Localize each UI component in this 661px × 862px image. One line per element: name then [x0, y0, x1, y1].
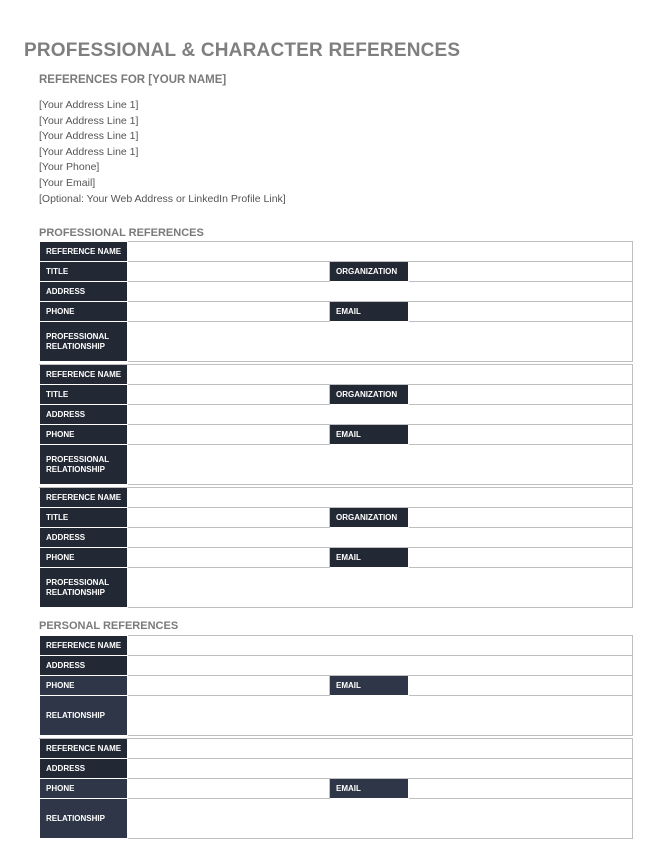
- address-field[interactable]: [128, 282, 633, 302]
- personal-ref-2-relationship-row: [40, 799, 633, 839]
- reference-name-field[interactable]: [128, 365, 633, 385]
- personal-ref-1-name-row: [40, 636, 633, 656]
- phone-label: PHONE: [40, 779, 128, 799]
- relationship-label: RELATIONSHIP: [40, 696, 128, 736]
- professional-ref-3-title-row: [40, 508, 633, 528]
- email-field[interactable]: [409, 676, 633, 696]
- organization-field[interactable]: [409, 262, 633, 282]
- organization-label: ORGANIZATION: [330, 262, 409, 282]
- contact-address-line-1[interactable]: [Your Address Line 1]: [39, 99, 139, 111]
- title-label: TITLE: [40, 385, 128, 405]
- reference-name-field[interactable]: [128, 636, 633, 656]
- reference-name-label: REFERENCE NAME: [40, 636, 128, 656]
- relationship-field[interactable]: [128, 696, 633, 736]
- relationship-field[interactable]: [128, 799, 633, 839]
- contact-email[interactable]: [Your Email]: [39, 176, 96, 189]
- contact-address-line-3[interactable]: [Your Address Line 1]: [39, 130, 139, 143]
- title-field[interactable]: [128, 508, 330, 528]
- email-label: EMAIL: [330, 302, 409, 322]
- reference-name-label: REFERENCE NAME: [40, 365, 128, 385]
- email-label: EMAIL: [330, 676, 409, 696]
- phone-field[interactable]: [128, 425, 330, 445]
- personal-ref-1-phone-row: [40, 676, 633, 696]
- professional-ref-3-name-row: [40, 488, 633, 508]
- phone-label: PHONE: [40, 302, 128, 322]
- professional-ref-1-address-row: [40, 282, 633, 302]
- phone-label: PHONE: [40, 425, 128, 445]
- phone-field[interactable]: [128, 676, 330, 696]
- professional-ref-3-phone-row: [40, 548, 633, 568]
- phone-field[interactable]: [128, 302, 330, 322]
- address-label: ADDRESS: [40, 405, 128, 425]
- title-field[interactable]: [128, 262, 330, 282]
- document-title: PROFESSIONAL & CHARACTER REFERENCES: [24, 40, 461, 61]
- phone-field[interactable]: [128, 779, 330, 799]
- email-field[interactable]: [409, 425, 633, 445]
- professional-ref-1-name-row: [40, 242, 633, 262]
- organization-field[interactable]: [409, 385, 633, 405]
- professional-ref-1-title-row: [40, 262, 633, 282]
- reference-name-field[interactable]: [128, 739, 633, 759]
- title-label: TITLE: [40, 262, 128, 282]
- professional-ref-2-address-row: [40, 405, 633, 425]
- address-field[interactable]: [128, 656, 633, 676]
- relationship-label: RELATIONSHIP: [40, 799, 128, 839]
- address-field[interactable]: [128, 528, 633, 548]
- professional-relationship-label: PROFESSIONAL RELATIONSHIP: [40, 568, 128, 608]
- email-label: EMAIL: [330, 779, 409, 799]
- professional-ref-2-phone-row: [40, 425, 633, 445]
- contact-block: [39, 98, 286, 207]
- professional-ref-1-phone-row: [40, 302, 633, 322]
- address-label: ADDRESS: [40, 528, 128, 548]
- professional-relationship-field[interactable]: [128, 568, 633, 608]
- organization-label: ORGANIZATION: [330, 508, 409, 528]
- personal-ref-1-relationship-row: [40, 696, 633, 736]
- personal-ref-2-address-row: [40, 759, 633, 779]
- personal-ref-1-address-row: [40, 656, 633, 676]
- references-for-heading: REFERENCES FOR [YOUR NAME]: [39, 74, 227, 86]
- phone-field[interactable]: [128, 548, 330, 568]
- title-field[interactable]: [128, 385, 330, 405]
- contact-address-line-2[interactable]: [Your Address Line 1]: [39, 114, 139, 127]
- professional-ref-3-relationship-row: [40, 568, 633, 608]
- professional-ref-1-relationship-row: [40, 322, 633, 362]
- professional-ref-2-relationship-row: [40, 445, 633, 485]
- address-field[interactable]: [128, 405, 633, 425]
- email-label: EMAIL: [330, 425, 409, 445]
- contact-web-link[interactable]: [Optional: Your Web Address or LinkedIn Profile Link]: [39, 192, 286, 205]
- professional-relationship-field[interactable]: [128, 445, 633, 485]
- phone-label: PHONE: [40, 548, 128, 568]
- reference-name-label: REFERENCE NAME: [40, 488, 128, 508]
- email-label: EMAIL: [330, 548, 409, 568]
- contact-address-line-4[interactable]: [Your Address Line 1]: [39, 145, 139, 158]
- professional-relationship-label: PROFESSIONAL RELATIONSHIP: [40, 322, 128, 362]
- personal-references-heading: PERSONAL REFERENCES: [39, 620, 179, 632]
- personal-references-table: [39, 635, 633, 839]
- address-label: ADDRESS: [40, 282, 128, 302]
- professional-relationship-field[interactable]: [128, 322, 633, 362]
- professional-ref-2-name-row: [40, 365, 633, 385]
- professional-references-heading: PROFESSIONAL REFERENCES: [39, 227, 204, 239]
- address-label: ADDRESS: [40, 656, 128, 676]
- address-field[interactable]: [128, 759, 633, 779]
- title-label: TITLE: [40, 508, 128, 528]
- professional-ref-3-address-row: [40, 528, 633, 548]
- reference-name-label: REFERENCE NAME: [40, 242, 128, 262]
- organization-field[interactable]: [409, 508, 633, 528]
- professional-references-table: [39, 241, 633, 608]
- email-field[interactable]: [409, 779, 633, 799]
- professional-relationship-label: PROFESSIONAL RELATIONSHIP: [40, 445, 128, 485]
- reference-name-label: REFERENCE NAME: [40, 739, 128, 759]
- phone-label: PHONE: [40, 676, 128, 696]
- email-field[interactable]: [409, 548, 633, 568]
- professional-ref-2-title-row: [40, 385, 633, 405]
- organization-label: ORGANIZATION: [330, 385, 409, 405]
- address-label: ADDRESS: [40, 759, 128, 779]
- email-field[interactable]: [409, 302, 633, 322]
- personal-ref-2-name-row: [40, 739, 633, 759]
- contact-phone[interactable]: [Your Phone]: [39, 161, 100, 174]
- reference-name-field[interactable]: [128, 242, 633, 262]
- personal-ref-2-phone-row: [40, 779, 633, 799]
- reference-name-field[interactable]: [128, 488, 633, 508]
